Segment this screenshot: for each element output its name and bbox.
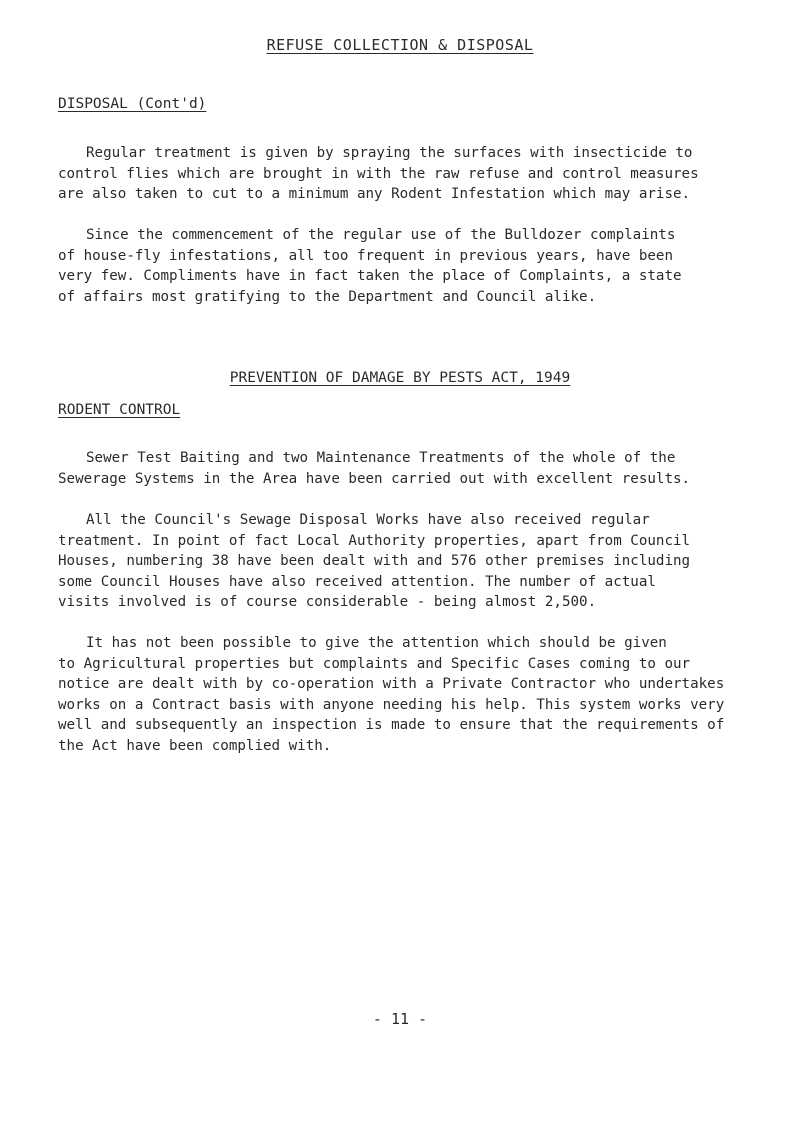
disposal-heading: DISPOSAL (Cont'd) — [58, 96, 207, 112]
rodent-control-heading: RODENT CONTROL — [58, 402, 181, 418]
text-line: Houses, numbering 38 have been dealt with and 576 other premises including — [58, 553, 691, 569]
rodent-paragraph-3 — [58, 633, 778, 756]
rodent-paragraph-1 — [58, 448, 778, 489]
page-number: - 11 - — [372, 1010, 428, 1028]
text-line: some Council Houses have also received attention. The number of actual — [58, 573, 656, 590]
text-line: works on a Contract basis with anyone needing his help. This system works very — [58, 696, 725, 713]
text-line: well and subsequently an inspection is made to ensure that the requirements of — [58, 717, 725, 733]
text-line: notice are dealt with by co-operation with a Private Contractor who undertakes — [58, 676, 725, 692]
text-line: treatment. In point of fact Local Authority properties, apart from Council — [58, 532, 691, 549]
page-title: REFUSE COLLECTION & DISPOSAL — [266, 36, 534, 54]
text-line: Regular treatment is given by spraying the surfaces with insecticide to — [86, 145, 693, 161]
text-line: Sewerage Systems in the Area have been carried out with excellent results. — [58, 470, 691, 487]
disposal-paragraph-2 — [58, 225, 778, 307]
text-line: visits involved is of course considerable - being almost 2,500. — [58, 594, 597, 610]
text-line: Sewer Test Baiting and two Maintenance Treatments of the whole of the — [86, 450, 676, 466]
text-line: of house-fly infestations, all too frequent in previous years, have been — [58, 247, 673, 264]
disposal-paragraph-1 — [58, 143, 778, 205]
text-line: are also taken to cut to a minimum any Rodent Infestation which may arise. — [58, 186, 691, 202]
text-line: It has not been possible to give the attention which should be given — [86, 635, 667, 651]
text-line: All the Council's Sewage Disposal Works have also received regular — [86, 512, 650, 528]
text-line: very few. Compliments have in fact taken the place of Complaints, a state — [58, 268, 682, 284]
prevention-act-heading: PREVENTION OF DAMAGE BY PESTS ACT, 1949 — [229, 370, 571, 386]
text-line: Since the commencement of the regular use of the Bulldozer complaints — [86, 227, 676, 243]
text-line: control flies which are brought in with the raw refuse and control measures — [58, 165, 699, 182]
text-line: of affairs most gratifying to the Department and Council alike. — [58, 288, 597, 305]
text-line: to Agricultural properties but complaints and Specific Cases coming to our — [58, 655, 691, 672]
rodent-paragraph-2 — [58, 510, 778, 613]
text-line: the Act have been complied with. — [58, 737, 332, 754]
